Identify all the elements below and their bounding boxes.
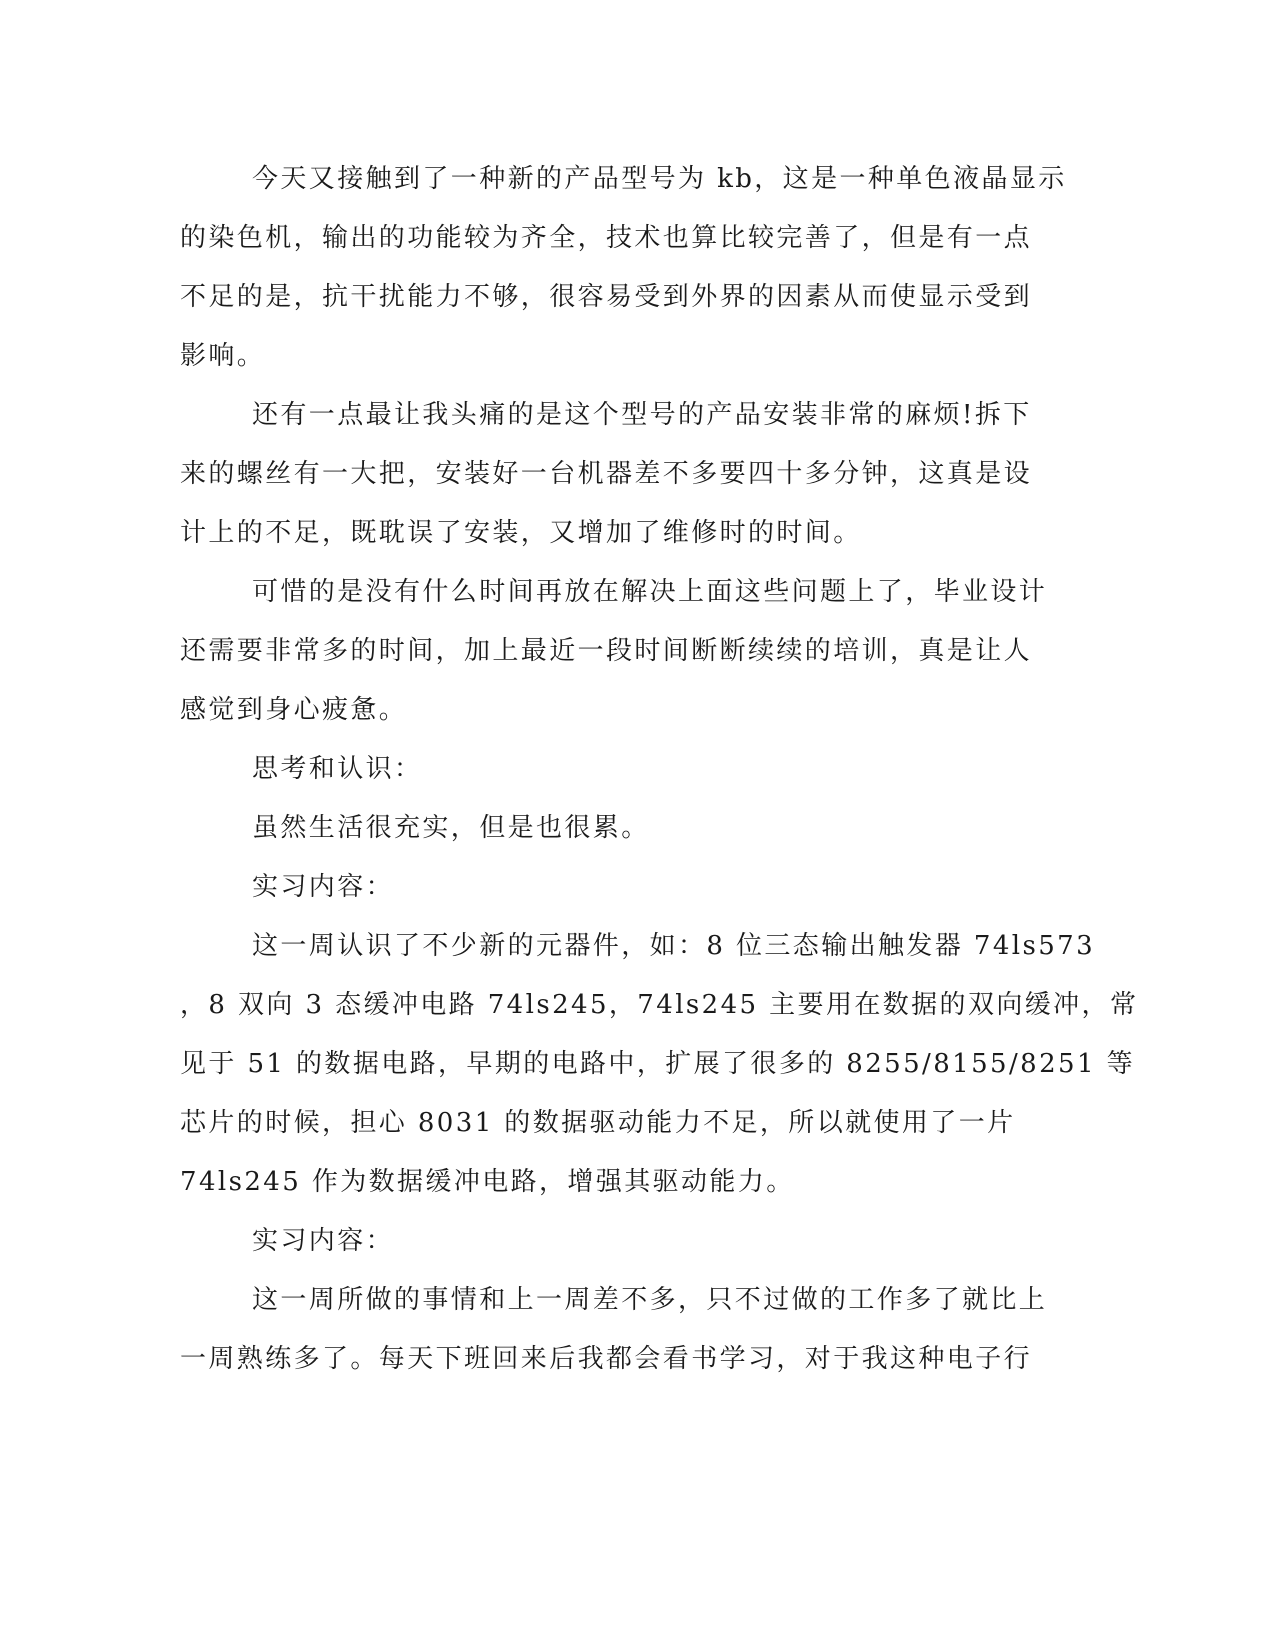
section-heading: 实习内容： xyxy=(252,872,395,902)
text-line: 见于 51 的数据电路，早期的电路中，扩展了很多的 8255/8155/8251 等 xyxy=(180,1049,1135,1079)
text-line: 这一周认识了不少新的元器件，如：8 位三态输出触发器 74ls573 xyxy=(252,931,1096,961)
text-line: 不足的是，抗干扰能力不够，很容易受到外界的因素从而使显示受到 xyxy=(180,282,1033,312)
text-line: 74ls245 作为数据缓冲电路，增强其驱动能力。 xyxy=(180,1167,795,1197)
text-line: ，8 双向 3 态缓冲电路 74ls245，74ls245 主要用在数据的双向缓冲，常 xyxy=(180,990,1139,1020)
text-line: 芯片的时候，担心 8031 的数据驱动能力不足，所以就使用了一片 xyxy=(180,1108,1016,1138)
section-heading: 实习内容： xyxy=(252,1226,395,1256)
text-line: 还需要非常多的时间，加上最近一段时间断断续续的培训，真是让人 xyxy=(180,636,1033,666)
text-line: 计上的不足，既耽误了安装，又增加了维修时的时间。 xyxy=(180,518,862,548)
text-line: 感觉到身心疲惫。 xyxy=(180,695,408,725)
text-line: 影响。 xyxy=(180,341,266,371)
section-heading: 思考和认识： xyxy=(252,754,423,784)
text-line: 虽然生活很充实，但是也很累。 xyxy=(252,813,650,843)
text-line: 还有一点最让我头痛的是这个型号的产品安装非常的麻烦!拆下 xyxy=(252,400,1032,430)
text-line: 来的螺丝有一大把，安装好一台机器差不多要四十多分钟，这真是设 xyxy=(180,459,1033,489)
text-line: 一周熟练多了。每天下班回来后我都会看书学习，对于我这种电子行 xyxy=(180,1344,1033,1374)
text-line: 可惜的是没有什么时间再放在解决上面这些问题上了，毕业设计 xyxy=(252,577,1048,607)
text-line: 今天又接触到了一种新的产品型号为 kb，这是一种单色液晶显示 xyxy=(252,164,1067,194)
document-body xyxy=(180,150,1139,1389)
text-line: 这一周所做的事情和上一周差不多，只不过做的工作多了就比上 xyxy=(252,1285,1048,1315)
text-line: 的染色机，输出的功能较为齐全，技术也算比较完善了，但是有一点 xyxy=(180,223,1033,253)
